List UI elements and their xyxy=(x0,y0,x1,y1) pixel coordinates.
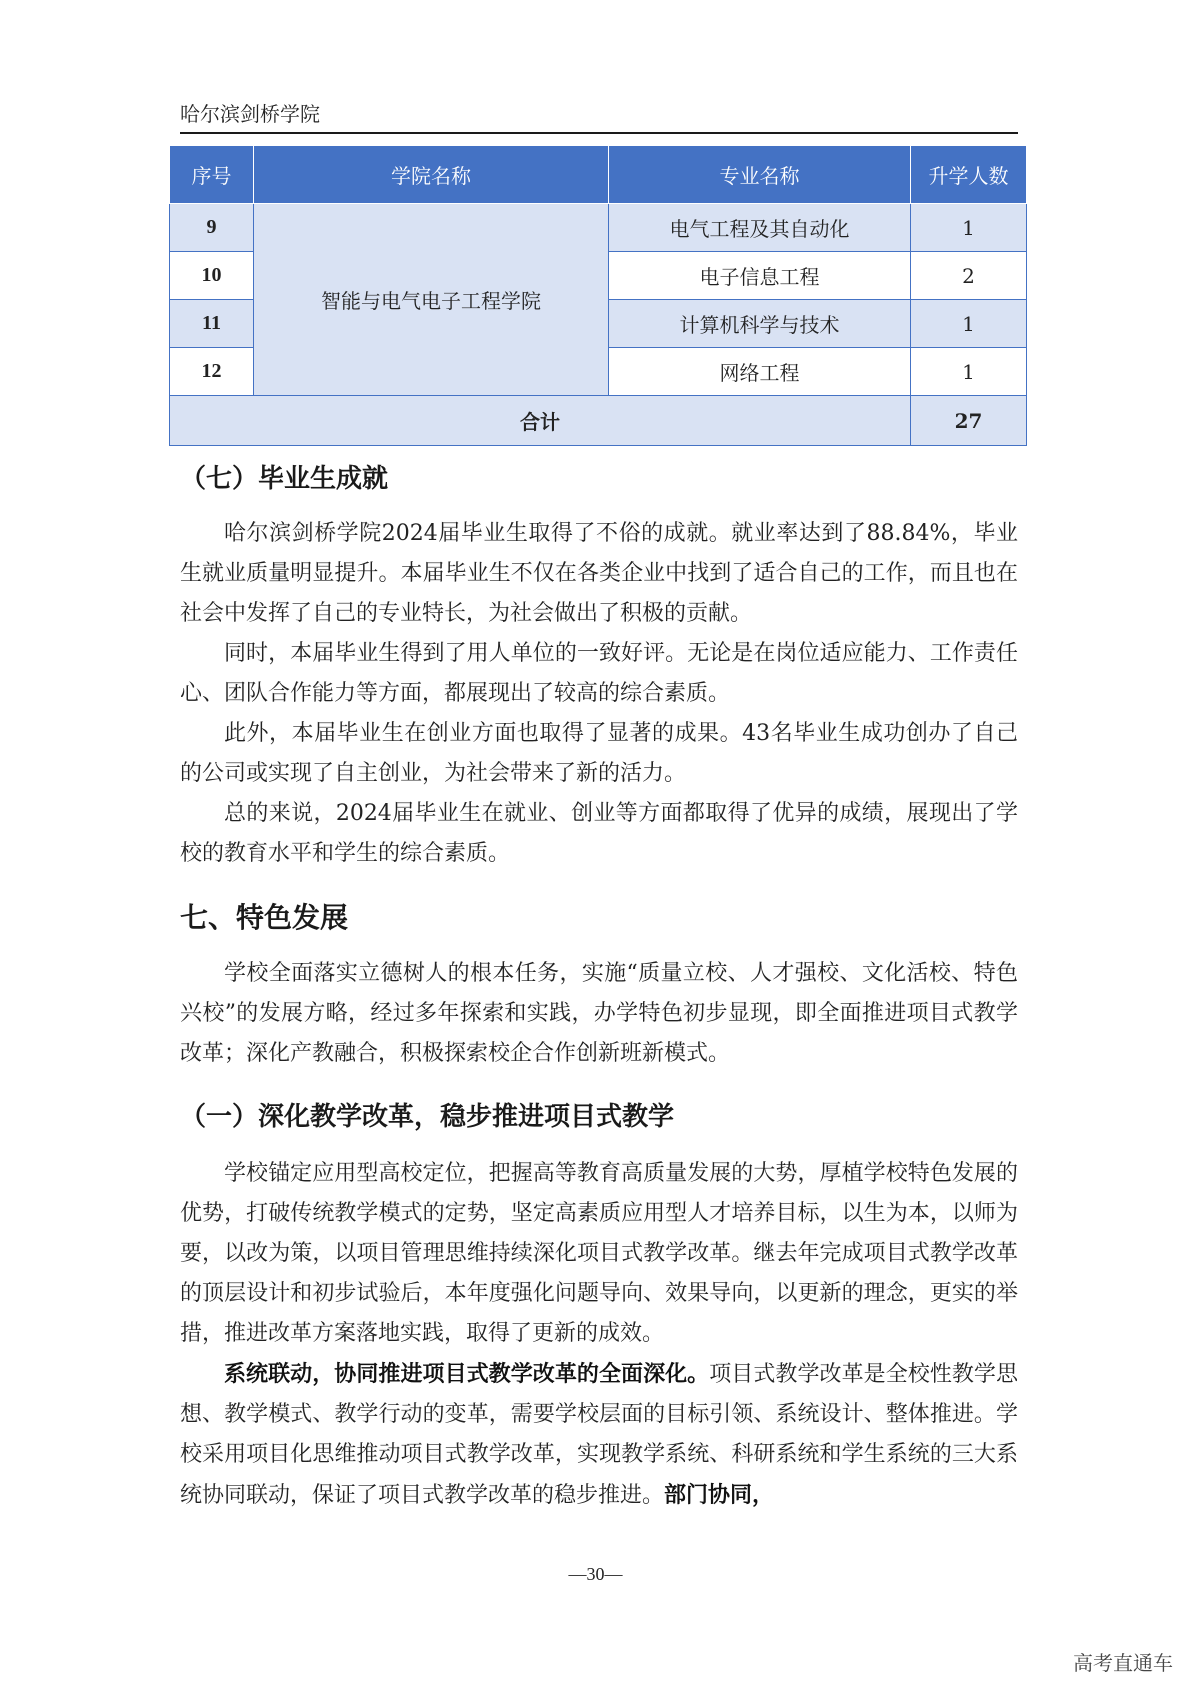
table-total-row xyxy=(170,396,1027,446)
graduates-table xyxy=(169,145,1027,446)
watermark: 高考直通车 xyxy=(1073,1651,1173,1675)
table-header-row xyxy=(170,146,1027,204)
paragraph-text: 项目式教学改革是全校性教学思想、教学模式、教学行动的变革，需要学校层面的目标引领、系统设计、整体推进。学校采用项目化思维推动项目式教学改革，实现教学系统、科研系统和学生系统的三大系统协同联动，保证了项目式教学改革的稳步推进。 xyxy=(180,1362,1018,1508)
table-row xyxy=(170,204,1027,252)
row-major: 网络工程 xyxy=(609,348,911,396)
col-header-college: 学院名称 xyxy=(254,146,609,204)
row-no: 9 xyxy=(170,204,254,252)
heading-featured-development: 七、特色发展 xyxy=(180,901,349,934)
paragraph: 此外，本届毕业生在创业方面也取得了显著的成果。43名毕业生成功创办了自己的公司或实现了自主创业，为社会带来了新的活力。 xyxy=(180,721,1018,786)
page-header xyxy=(180,96,1018,134)
college-name-cell: 智能与电气电子工程学院 xyxy=(254,204,609,396)
row-no: 10 xyxy=(170,252,254,300)
col-header-count: 升学人数 xyxy=(911,146,1027,204)
row-major: 电子信息工程 xyxy=(609,252,911,300)
heading-teaching-reform: （一）深化教学改革，稳步推进项目式教学 xyxy=(180,1102,675,1132)
heading-graduate-achievements: （七）毕业生成就 xyxy=(180,464,389,494)
row-count: 1 xyxy=(911,348,1027,396)
total-value: 27 xyxy=(911,396,1027,446)
header-title: 哈尔滨剑桥学院 xyxy=(180,102,320,126)
row-count: 1 xyxy=(911,204,1027,252)
page-number: —30— xyxy=(568,1564,623,1584)
row-major: 计算机科学与技术 xyxy=(609,300,911,348)
paragraph: 哈尔滨剑桥学院2024届毕业生取得了不俗的成就。就业率达到了88.84%，毕业生就业质量明显提升。本届毕业生不仅在各类企业中找到了适合自己的工作，而且也在社会中发挥了自己的专业特长，为社会做出了积极的贡献。 xyxy=(180,521,1018,626)
row-count: 2 xyxy=(911,252,1027,300)
paragraph: 学校全面落实立德树人的根本任务，实施“质量立校、人才强校、文化活校、特色兴校”的发展方略，经过多年探索和实践，办学特色初步显现，即全面推进项目式教学改革；深化产教融合，积极探索校企合作创新班新模式。 xyxy=(180,961,1018,1066)
col-header-no: 序号 xyxy=(170,146,254,204)
bold-lead: 系统联动，协同推进项目式教学改革的全面深化。 xyxy=(224,1361,710,1387)
row-no: 11 xyxy=(170,300,254,348)
row-count: 1 xyxy=(911,300,1027,348)
bold-tail: 部门协同， xyxy=(664,1482,775,1508)
total-label: 合计 xyxy=(170,396,911,446)
paragraph-mixed xyxy=(180,1354,1018,1516)
row-no: 12 xyxy=(170,348,254,396)
col-header-major: 专业名称 xyxy=(609,146,911,204)
paragraph: 总的来说，2024届毕业生在就业、创业等方面都取得了优异的成绩，展现出了学校的教育水平和学生的综合素质。 xyxy=(180,801,1018,866)
paragraph: 学校锚定应用型高校定位，把握高等教育高质量发展的大势，厚植学校特色发展的优势，打破传统教学模式的定势，坚定高素质应用型人才培养目标，以生为本，以师为要，以改为策，以项目管理思维持续深化项目式教学改革。继去年完成项目式教学改革的顶层设计和初步试验后，本年度强化问题导向、效果导向，以更新的理念，更实的举措，推进改革方案落地实践，取得了更新的成效。 xyxy=(180,1161,1018,1346)
row-major: 电气工程及其自动化 xyxy=(609,204,911,252)
paragraph: 同时，本届毕业生得到了用人单位的一致好评。无论是在岗位适应能力、工作责任心、团队合作能力等方面，都展现出了较高的综合素质。 xyxy=(180,641,1018,706)
